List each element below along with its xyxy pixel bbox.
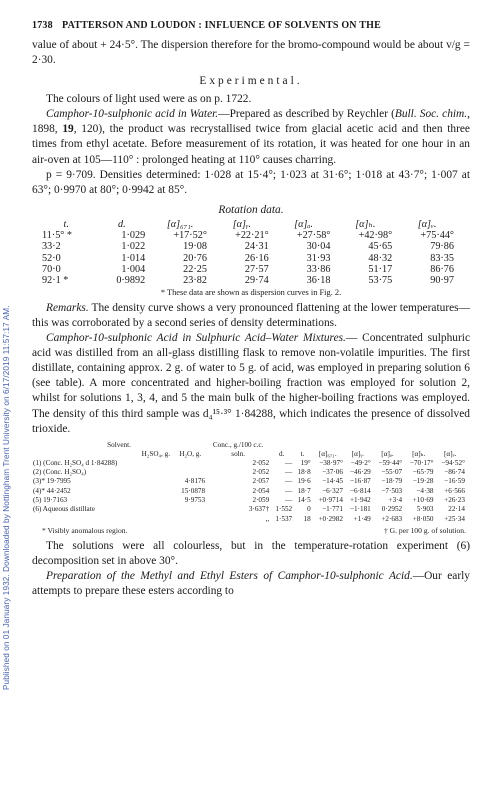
paragraph-colourless: The solutions were all colourless, but in the temperature-rotation experiment (6) decomposition set in above 30°. (32, 539, 470, 567)
table-cell (137, 468, 174, 477)
paragraph-lead: Camphor-10-sulphonic Acid in Sulphuric Acid–Water Mixtures. (46, 332, 346, 345)
table-cell: 2·052 (252, 458, 270, 467)
paragraph-text: —Our early attempts to prepare these esters according to (32, 569, 470, 598)
table-row (38, 275, 458, 286)
table-cell: 29·74 (244, 275, 269, 287)
table-cell: −70·17° (409, 458, 434, 467)
table-row (38, 264, 458, 275)
table-cell (174, 515, 206, 524)
table-cell: +6·566 (444, 486, 465, 495)
table-cell: — (284, 495, 293, 504)
table-row (32, 487, 466, 496)
table-cell: 83·35 (430, 252, 454, 264)
mixture-note-grams: † G. per 100 g. of solution. (383, 525, 466, 535)
table-cell: 14·5 (297, 495, 311, 504)
table-cell: +27·58° (296, 229, 331, 241)
table-cell: −18·79 (381, 477, 403, 486)
table-cell: (4)* 44·2452 (33, 486, 71, 495)
table-cell: 1·014 (121, 252, 146, 264)
table-cell: 23·82 (183, 275, 207, 287)
table-cell: 52·0 (42, 252, 61, 264)
table-cell: −55·07 (381, 468, 403, 477)
table-cell: 27·57 (244, 264, 269, 276)
table-cell: — (284, 458, 293, 467)
table-cell: 19° (300, 458, 311, 467)
table-cell: 45·65 (368, 241, 393, 253)
table-cell: ,, (265, 514, 270, 523)
table-cell: 33·2 (42, 241, 61, 253)
table-cell: −65·79 (412, 468, 434, 477)
table-cell (137, 459, 174, 468)
table-cell: 2·057 (252, 477, 270, 486)
table-cell (174, 459, 206, 468)
table-cell: −16·59 (444, 477, 465, 486)
table-cell: −16·87 (349, 477, 371, 486)
section-heading-experimental: Experimental. (199, 75, 303, 88)
table-cell: −4·38 (416, 486, 434, 495)
table-cell: 53·75 (368, 275, 393, 287)
table-cell: (5) 19·7163 (33, 495, 68, 504)
mixture-group-conc: Conc., g./100 c.c. (212, 440, 264, 449)
table-cell: 18·7 (297, 486, 311, 495)
mixture-col-h2o: H₂O, g. (179, 449, 202, 458)
table-cell: (6) Aqueous distillate (33, 505, 95, 514)
table-cell: 79·86 (430, 241, 454, 253)
page-number: 1738 (32, 20, 53, 31)
rotation-col-ay: [α]ᵧ. (232, 218, 251, 230)
table-cell: 18·8 (297, 468, 311, 477)
paragraph-dispersion: value of about + 24·5°. The dispersion therefore for the bromo-compound would be about v/g = 2·30. (32, 39, 470, 67)
table-cell: 0 (307, 505, 311, 514)
table-cell: 70·0 (42, 264, 61, 276)
table-cell: 30·04 (306, 241, 331, 253)
table-cell: 22·25 (183, 264, 207, 276)
table-cell: — (284, 477, 293, 486)
table-cell: +2·683 (381, 514, 403, 523)
table-cell: 1·004 (121, 264, 146, 276)
table-cell: −7·503 (381, 486, 403, 495)
table-cell: 2·052 (252, 468, 270, 477)
table-cell: −86·74 (444, 468, 465, 477)
table-cell (137, 487, 174, 496)
table-row (38, 230, 458, 241)
table-cell: 24·31 (244, 241, 269, 253)
running-header (32, 20, 470, 31)
table-cell: 22·14 (448, 505, 465, 514)
table-cell: 86·76 (430, 264, 454, 276)
mixture-col-soln: soln. (231, 449, 246, 458)
table-cell (137, 477, 174, 486)
rotation-col-ag: [α]ₐ. (294, 218, 313, 230)
table-cell: 33·86 (306, 264, 331, 276)
table-cell: 0·2952 (381, 505, 403, 514)
table-cell: +26·23 (444, 495, 465, 504)
table-cell: −6·814 (349, 486, 371, 495)
paragraph-text: — Concentrated sulphuric acid was distilled from an all-glass distilling flask to remove non-volatile impurities. The first distillate, containing approx. 2 g. of water to 5 g. of acid, was employed in preparing solution 6 (see table). A more concentrated and higher-boiling fraction was employed for solution 2, whilst for solutions 1, 3, 4, and 5 the main bulk of the higher-boiling fractions was employed. The density of this third sample was d₄¹⁵·³° 1·84288, which indicates the presence of dissolved trioxide. (32, 332, 471, 435)
table-cell (174, 468, 206, 477)
table-cell: 36·18 (306, 275, 331, 287)
table-cell: 0·9892 (116, 275, 146, 287)
mixture-col-av: [α]ᵥ. (444, 449, 457, 458)
table-cell: 20·76 (183, 252, 207, 264)
table-row (32, 477, 466, 486)
rotation-table-header-row (38, 219, 458, 230)
table-cell: 2·054 (252, 486, 270, 495)
citation-journal: Bull. Soc. chim. (394, 108, 468, 121)
table-row (38, 253, 458, 264)
table-cell: −1·181 (349, 505, 371, 514)
table-cell: +8·050 (412, 514, 434, 523)
table-row (32, 459, 466, 468)
table-cell: 15·0878 (181, 486, 206, 495)
rotation-col-av: [α]ᵥ. (417, 218, 437, 230)
mixture-col-label (32, 450, 137, 459)
table-cell: 26·16 (244, 252, 269, 264)
mixture-table-header-row (32, 450, 466, 459)
mixture-note-anomalous: * Visibly anomalous region. (42, 525, 128, 535)
table-row (32, 515, 466, 524)
paragraph-sulphuric-acid (32, 331, 470, 437)
table-row (38, 241, 458, 252)
paragraph-remarks (32, 301, 470, 331)
page (32, 20, 470, 599)
table-cell: +25·34 (444, 514, 465, 523)
table-cell: 19·6 (297, 477, 311, 486)
mixture-col-t: t. (300, 449, 305, 458)
paragraph-camphor-water (32, 107, 470, 167)
paragraph-text: , 1898, (32, 108, 470, 136)
table-cell: −94·52° (441, 458, 465, 467)
paragraph-lead: Remarks. (46, 301, 89, 314)
mixture-table-group-row (32, 441, 466, 450)
table-cell: +0·9714 (318, 495, 343, 504)
table-cell: −59·44° (378, 458, 403, 467)
mixture-col-ab: [α]ₕ. (412, 449, 426, 458)
table-cell: +75·44° (420, 229, 454, 241)
table-cell: 92·1 * (42, 275, 69, 287)
table-cell (137, 496, 174, 505)
table-cell: 3·637† (248, 505, 270, 514)
table-cell (174, 505, 206, 514)
rotation-table (38, 219, 458, 287)
table-cell: 11·5° * (42, 229, 73, 241)
mixture-group-spacer (270, 441, 466, 450)
table-cell: 1·552 (275, 505, 293, 514)
rotation-table-footnote: * These data are shown as dispersion curves in Fig. 2. (160, 287, 342, 297)
table-cell: +1·49 (353, 514, 371, 523)
table-row (32, 496, 466, 505)
table-cell: +17·52° (173, 229, 207, 241)
mixture-col-ay: [α]ᵧ. (351, 449, 364, 458)
table-cell: (3)* 19·7995 (33, 477, 71, 486)
paragraph-densities: p = 9·709. Densities determined: 1·028 at 15·4°; 1·023 at 31·6°; 1·018 at 43·7°; 1·007 at 63°; 0·9970 at 80°; 0·9942 at 85°. (32, 168, 470, 196)
table-cell: +0·2982 (318, 514, 343, 523)
mixture-table-notes (32, 526, 470, 535)
table-cell: 1·029 (121, 229, 146, 241)
table-row (32, 468, 466, 477)
table-cell: −46·29 (349, 468, 371, 477)
table-cell: −38·97° (319, 458, 343, 467)
table-cell: +22·21° (235, 229, 269, 241)
table-cell: 2·059 (252, 495, 270, 504)
running-title: PATTERSON AND LOUDON : INFLUENCE OF SOLVENTS ON THE (62, 20, 381, 31)
table-cell (137, 515, 174, 524)
table-cell: −49·2° (350, 458, 371, 467)
table-cell: — (284, 486, 293, 495)
sidebar-watermark (2, 10, 16, 690)
table-cell: −1·771 (322, 505, 343, 514)
table-row (32, 505, 466, 514)
table-cell (137, 505, 174, 514)
table-cell: 9·9753 (184, 495, 206, 504)
paragraph-text: —Prepared as described by Reychler ( (218, 108, 395, 121)
table-cell: 5·903 (416, 505, 434, 514)
table-cell: 31·93 (306, 252, 331, 264)
table-cell: +42·98° (358, 229, 393, 241)
rotation-col-a671: [α]₆₇₁. (166, 218, 194, 230)
mixture-group-solvent: Solvent. (107, 440, 131, 449)
table-cell: −19·28 (412, 477, 434, 486)
rotation-col-t: t. (63, 218, 69, 230)
rotation-table-caption: Rotation data. (218, 203, 284, 216)
paragraph-lead: Camphor-10-sulphonic acid in Water. (46, 108, 219, 121)
paragraph-text: The density curve shows a very pronounced flattening at the lower temperatures—this was corroborated by a second series of density determinations. (32, 301, 470, 329)
table-cell: 90·97 (430, 275, 454, 287)
table-cell: +10·69 (412, 495, 434, 504)
paragraph-text: , 120), the product was recrystallised twice from glacial acetic acid and then three times from ethyl acetate. Before measurement of its rotation, it was heated for one hour in an air-oven at 105—110° : prolonged heating at 110° causes charring. (32, 123, 470, 166)
paragraph-lead: Preparation of the Methyl and Ethyl Esters of Camphor-10-sulphonic Acid. (46, 569, 413, 582)
table-cell (32, 515, 137, 524)
table-cell: 1·537 (275, 514, 293, 523)
table-cell: 18 (303, 514, 311, 523)
mixture-col-ag: [α]ₐ. (381, 449, 394, 458)
table-cell: 51·17 (368, 264, 393, 276)
table-cell: +1·942 (349, 495, 371, 504)
table-cell: −14·45 (322, 477, 343, 486)
paragraph-esters (32, 569, 470, 599)
table-cell: (1) (Conc. H₂SO₄ d 1·84288) (33, 458, 118, 467)
paragraph-colours: The colours of light used were as on p. 1722. (46, 93, 252, 106)
table-cell: −37·06 (322, 468, 343, 477)
table-cell: −6·327 (322, 486, 343, 495)
table-cell: 48·32 (368, 252, 393, 264)
table-cell: +3·4 (388, 495, 403, 504)
table-cell: 19·08 (183, 241, 207, 253)
rotation-col-d: d. (117, 218, 126, 230)
sidebar-watermark-text: Published on 01 January 1932. Downloaded by Nottingham Trent University on 6/17/2019 11:57:17 AM. (2, 305, 11, 690)
rotation-col-ab: [α]ₕ. (355, 218, 376, 230)
table-cell: — (284, 468, 293, 477)
table-cell: (2) (Conc. H₂SO₄) (33, 468, 87, 477)
table-cell: 1·022 (121, 241, 146, 253)
table-cell: 4·8176 (184, 477, 206, 486)
mixture-col-d: d. (278, 449, 285, 458)
mixture-col-h2so4: H₂SO₄, g. (141, 449, 171, 458)
mixture-table (32, 441, 466, 524)
mixture-col-a671: [α]₆₇₁. (318, 449, 337, 458)
citation-volume: 19 (62, 123, 74, 136)
